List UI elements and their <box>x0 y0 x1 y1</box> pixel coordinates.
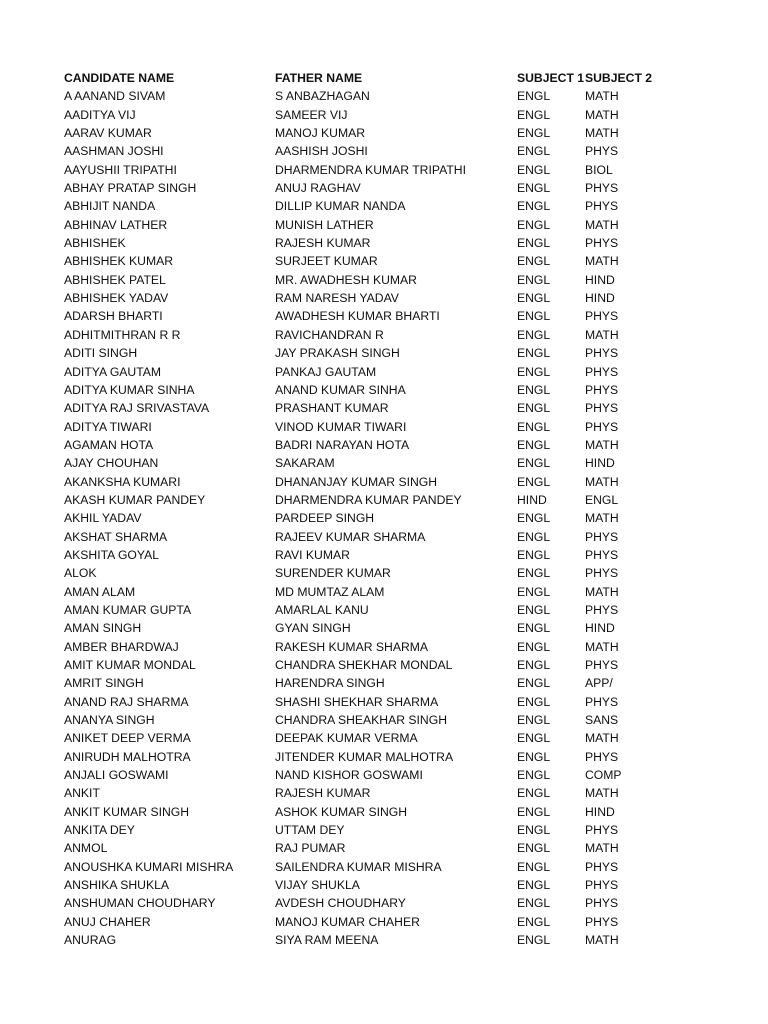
subject-1-cell: ENGL <box>517 694 551 709</box>
candidate-name-cell: ADHITMITHRAN R R <box>64 327 181 342</box>
subject-1-cell: ENGL <box>517 401 551 416</box>
candidate-name-cell: ANKITA DEY <box>64 823 135 838</box>
father-name-cell: RAJESH KUMAR <box>275 236 371 251</box>
candidate-name-cell: ADITYA RAJ SRIVASTAVA <box>64 401 210 416</box>
father-name-cell: SAILENDRA KUMAR MISHRA <box>275 859 442 874</box>
table-row <box>64 509 704 527</box>
table-row <box>64 271 704 289</box>
father-name-cell: RAJEEV KUMAR SHARMA <box>275 529 426 544</box>
father-name-cell: UTTAM DEY <box>275 823 345 838</box>
subject-2-cell: PHYS <box>585 602 619 617</box>
subject-1-cell: ENGL <box>517 602 551 617</box>
table-row <box>64 619 704 637</box>
candidate-name-cell: AMBER BHARDWAJ <box>64 639 179 654</box>
father-name-cell: MD MUMTAZ ALAM <box>275 584 385 599</box>
father-name-cell: AWADHESH KUMAR BHARTI <box>275 309 440 324</box>
table-row <box>64 528 704 546</box>
table-row <box>64 693 704 711</box>
table-row <box>64 179 704 197</box>
candidate-name-cell: AKASH KUMAR PANDEY <box>64 492 206 507</box>
subject-1-cell: ENGL <box>517 272 551 287</box>
table-row <box>64 748 704 766</box>
table-row <box>64 289 704 307</box>
subject-1-cell: ENGL <box>517 786 551 801</box>
subject-1-cell: ENGL <box>517 566 551 581</box>
subject-2-cell: PHYS <box>585 529 619 544</box>
father-name-cell: RAJESH KUMAR <box>275 786 371 801</box>
father-name-cell: MUNISH LATHER <box>275 217 374 232</box>
subject-2-cell: PHYS <box>585 658 619 672</box>
subject-1-cell: ENGL <box>517 236 551 251</box>
subject-2-cell: COMP <box>585 768 622 783</box>
subject-1-cell: ENGL <box>517 768 551 783</box>
subject-2-cell: PHYS <box>585 419 619 434</box>
candidate-name-cell: ANIRUDH MALHOTRA <box>64 749 191 764</box>
candidate-name-cell: ABHISHEK YADAV <box>64 291 169 306</box>
subject-2-cell: MATH <box>585 89 619 104</box>
father-name-cell: SURENDER KUMAR <box>275 566 391 581</box>
father-name-cell: NAND KISHOR GOSWAMI <box>275 768 423 783</box>
father-name-cell: CHANDRA SHEAKHAR SINGH <box>275 713 448 728</box>
father-name-cell: RAVI KUMAR <box>275 547 350 562</box>
table-row <box>64 106 704 124</box>
subject-1-cell: ENGL <box>517 346 551 361</box>
father-name-cell: VIJAY SHUKLA <box>275 878 360 893</box>
candidate-name-cell: ABHAY PRATAP SINGH <box>64 181 197 196</box>
candidate-name-cell: ANOUSHKA KUMARI MISHRA <box>64 859 234 874</box>
subject-1-cell: ENGL <box>517 731 551 746</box>
subject-1-cell: ENGL <box>517 456 551 471</box>
candidate-name-cell: AMAN ALAM <box>64 584 136 599</box>
candidate-name-cell: ADITYA KUMAR SINHA <box>64 382 195 397</box>
candidate-name-cell: ALOK <box>64 566 97 581</box>
table-row <box>64 729 704 747</box>
subject-2-cell: PHYS <box>585 236 619 251</box>
subject-2-cell: MATH <box>585 786 619 801</box>
table-row <box>64 638 704 656</box>
table-row <box>64 418 704 436</box>
subject-2-cell: MATH <box>585 639 619 654</box>
candidate-name-cell: AASHMAN JOSHI <box>64 144 164 159</box>
father-name-cell: AVDESH CHOUDHARY <box>275 896 406 911</box>
subject-1-cell: ENGL <box>517 419 551 434</box>
candidate-name-cell: AARAV KUMAR <box>64 126 152 141</box>
subject-1-cell: ENGL <box>517 658 551 672</box>
father-name-cell: MANOJ KUMAR CHAHER <box>275 914 420 929</box>
subject-1-cell: ENGL <box>517 547 551 562</box>
candidate-name-cell: AADITYA VIJ <box>64 107 136 122</box>
candidate-name-cell: ANKIT <box>64 786 100 801</box>
table-row <box>64 473 704 491</box>
father-name-cell: DHANANJAY KUMAR SINGH <box>275 474 438 489</box>
subject-1-cell: ENGL <box>517 859 551 874</box>
subject-2-cell: SANS <box>585 713 619 728</box>
table-row <box>64 161 704 179</box>
table-row <box>64 894 704 912</box>
table-row <box>64 674 704 692</box>
subject-1-cell: ENGL <box>517 309 551 324</box>
subject-2-cell: MATH <box>585 841 619 856</box>
subject-1-cell: ENGL <box>517 639 551 654</box>
candidate-name-cell: ANSHIKA SHUKLA <box>64 878 169 893</box>
subject-1-cell: ENGL <box>517 933 551 948</box>
candidate-name-cell: AMIT KUMAR MONDAL <box>64 658 196 672</box>
candidate-name-cell: ABHISHEK KUMAR <box>64 254 174 269</box>
subject-2-cell: BIOL <box>585 162 613 177</box>
table-row <box>64 656 704 674</box>
table-row <box>64 546 704 564</box>
father-name-cell: SIYA RAM MEENA <box>275 933 379 948</box>
subject-2-cell: PHYS <box>585 547 619 562</box>
father-name-cell: JITENDER KUMAR MALHOTRA <box>275 749 454 764</box>
header-subject-2: SUBJECT 2 <box>585 71 653 85</box>
table-row <box>64 766 704 784</box>
table-row <box>64 821 704 839</box>
father-name-cell: PRASHANT KUMAR <box>275 401 389 416</box>
table-row <box>64 858 704 876</box>
father-name-cell: AASHISH JOSHI <box>275 144 368 159</box>
table-row <box>64 839 704 857</box>
table-row <box>64 399 704 417</box>
subject-1-cell: ENGL <box>517 676 551 691</box>
father-name-cell: BADRI NARAYAN HOTA <box>275 437 410 452</box>
father-name-cell: ANAND KUMAR SINHA <box>275 382 406 397</box>
subject-1-cell: ENGL <box>517 529 551 544</box>
subject-1-cell: ENGL <box>517 162 551 177</box>
candidate-name-cell: AKSHAT SHARMA <box>64 529 168 544</box>
father-name-cell: PARDEEP SINGH <box>275 511 375 526</box>
subject-2-cell: PHYS <box>585 896 619 911</box>
table-row <box>64 931 704 949</box>
father-name-cell: DHARMENDRA KUMAR PANDEY <box>275 492 462 507</box>
table-row <box>64 124 704 142</box>
subject-2-cell: PHYS <box>585 181 619 196</box>
subject-2-cell: HIND <box>585 272 615 287</box>
table-row <box>64 142 704 160</box>
candidate-name-cell: ADITYA GAUTAM <box>64 364 162 379</box>
candidate-name-cell: AJAY CHOUHAN <box>64 456 159 471</box>
subject-1-cell: ENGL <box>517 713 551 728</box>
subject-1-cell: ENGL <box>517 144 551 159</box>
subject-2-cell: PHYS <box>585 859 619 874</box>
candidate-name-cell: ANKIT KUMAR SINGH <box>64 804 190 819</box>
subject-2-cell: MATH <box>585 254 619 269</box>
father-name-cell: S ANBAZHAGAN <box>275 89 370 104</box>
subject-2-cell: MATH <box>585 126 619 141</box>
subject-1-cell: ENGL <box>517 749 551 764</box>
father-name-cell: DHARMENDRA KUMAR TRIPATHI <box>275 162 466 177</box>
father-name-cell: RAJ PUMAR <box>275 841 346 856</box>
header-candidate-name: CANDIDATE NAME <box>64 71 175 85</box>
subject-2-cell: MATH <box>585 584 619 599</box>
table-row <box>64 913 704 931</box>
candidate-table <box>64 69 704 950</box>
subject-1-cell: ENGL <box>517 199 551 214</box>
candidate-name-cell: ANSHUMAN CHOUDHARY <box>64 896 216 911</box>
subject-1-cell: ENGL <box>517 382 551 397</box>
table-row <box>64 344 704 362</box>
subject-2-cell: ENGL <box>585 492 619 507</box>
subject-2-cell: PHYS <box>585 914 619 929</box>
candidate-name-cell: A AANAND SIVAM <box>64 89 166 104</box>
subject-2-cell: PHYS <box>585 309 619 324</box>
subject-1-cell: ENGL <box>517 327 551 342</box>
subject-2-cell: HIND <box>585 804 615 819</box>
candidate-name-cell: ADITYA TIWARI <box>64 419 152 434</box>
candidate-name-cell: ANIKET DEEP VERMA <box>64 731 191 746</box>
table-row <box>64 803 704 821</box>
header-father-name: FATHER NAME <box>275 71 363 85</box>
subject-2-cell: MATH <box>585 511 619 526</box>
subject-2-cell: PHYS <box>585 823 619 838</box>
table-row <box>64 436 704 454</box>
table-row <box>64 454 704 472</box>
subject-1-cell: ENGL <box>517 841 551 856</box>
candidate-name-cell: ANAND RAJ SHARMA <box>64 694 189 709</box>
table-row <box>64 564 704 582</box>
candidate-name-cell: ADITI SINGH <box>64 346 138 361</box>
subject-2-cell: MATH <box>585 731 619 746</box>
candidate-name-cell: AMAN SINGH <box>64 621 142 636</box>
candidate-name-cell: ABHIJIT NANDA <box>64 199 156 214</box>
candidate-name-cell: ABHISHEK <box>64 236 126 251</box>
table-row <box>64 711 704 729</box>
candidate-name-cell: ABHINAV LATHER <box>64 217 168 232</box>
table-row <box>64 784 704 802</box>
subject-1-cell: ENGL <box>517 89 551 104</box>
father-name-cell: HARENDRA SINGH <box>275 676 385 691</box>
candidate-name-cell: ADARSH BHARTI <box>64 309 163 324</box>
candidate-name-cell: AAYUSHII TRIPATHI <box>64 162 177 177</box>
subject-2-cell: PHYS <box>585 199 619 214</box>
subject-2-cell: HIND <box>585 291 615 306</box>
subject-2-cell: PHYS <box>585 346 619 361</box>
table-body <box>64 87 704 949</box>
father-name-cell: GYAN SINGH <box>275 621 351 636</box>
candidate-name-cell: ANMOL <box>64 841 108 856</box>
candidate-name-cell: ANANYA SINGH <box>64 713 155 728</box>
subject-1-cell: ENGL <box>517 914 551 929</box>
father-name-cell: ASHOK KUMAR SINGH <box>275 804 408 819</box>
subject-2-cell: PHYS <box>585 566 619 581</box>
father-name-cell: DILLIP KUMAR NANDA <box>275 199 406 214</box>
subject-1-cell: ENGL <box>517 364 551 379</box>
subject-1-cell: ENGL <box>517 291 551 306</box>
table-row <box>64 876 704 894</box>
subject-1-cell: ENGL <box>517 511 551 526</box>
subject-1-cell: ENGL <box>517 181 551 196</box>
candidate-name-cell: AMAN KUMAR GUPTA <box>64 602 192 617</box>
table-row <box>64 363 704 381</box>
subject-1-cell: ENGL <box>517 823 551 838</box>
candidate-name-cell: ANUJ CHAHER <box>64 914 151 929</box>
father-name-cell: MANOJ KUMAR <box>275 126 366 141</box>
subject-2-cell: PHYS <box>585 144 619 159</box>
subject-2-cell: PHYS <box>585 401 619 416</box>
subject-2-cell: MATH <box>585 437 619 452</box>
table-row <box>64 583 704 601</box>
father-name-cell: SAKARAM <box>275 456 335 471</box>
subject-2-cell: PHYS <box>585 382 619 397</box>
father-name-cell: JAY PRAKASH SINGH <box>275 346 400 361</box>
father-name-cell: SHASHI SHEKHAR SHARMA <box>275 694 439 709</box>
subject-2-cell: HIND <box>585 621 615 636</box>
father-name-cell: MR. AWADHESH KUMAR <box>275 272 417 287</box>
subject-1-cell: HIND <box>517 492 547 507</box>
subject-1-cell: ENGL <box>517 126 551 141</box>
table-row <box>64 252 704 270</box>
subject-2-cell: MATH <box>585 107 619 122</box>
father-name-cell: RAKESH KUMAR SHARMA <box>275 639 429 654</box>
father-name-cell: SAMEER VIJ <box>275 107 348 122</box>
father-name-cell: CHANDRA SHEKHAR MONDAL <box>275 658 453 672</box>
father-name-cell: RAVICHANDRAN R <box>275 327 384 342</box>
table-row <box>64 234 704 252</box>
subject-2-cell: HIND <box>585 456 615 471</box>
subject-1-cell: ENGL <box>517 107 551 122</box>
subject-1-cell: ENGL <box>517 896 551 911</box>
candidate-name-cell: ANJALI GOSWAMI <box>64 768 169 783</box>
table-row <box>64 307 704 325</box>
table-header-row <box>64 69 704 87</box>
father-name-cell: ANUJ RAGHAV <box>275 181 361 196</box>
subject-1-cell: ENGL <box>517 878 551 893</box>
subject-2-cell: MATH <box>585 474 619 489</box>
subject-2-cell: PHYS <box>585 878 619 893</box>
table-row <box>64 381 704 399</box>
header-subject-1: SUBJECT 1 <box>517 71 585 85</box>
father-name-cell: AMARLAL KANU <box>275 602 369 617</box>
candidate-name-cell: AMRIT SINGH <box>64 676 144 691</box>
table-row <box>64 197 704 215</box>
table-row <box>64 326 704 344</box>
subject-1-cell: ENGL <box>517 217 551 232</box>
table-row <box>64 216 704 234</box>
candidate-name-cell: ABHISHEK PATEL <box>64 272 166 287</box>
subject-2-cell: MATH <box>585 217 619 232</box>
subject-1-cell: ENGL <box>517 804 551 819</box>
table-row <box>64 601 704 619</box>
subject-2-cell: MATH <box>585 327 619 342</box>
subject-2-cell: MATH <box>585 933 619 948</box>
father-name-cell: SURJEET KUMAR <box>275 254 378 269</box>
table-row <box>64 491 704 509</box>
father-name-cell: VINOD KUMAR TIWARI <box>275 419 407 434</box>
father-name-cell: PANKAJ GAUTAM <box>275 364 377 379</box>
subject-1-cell: ENGL <box>517 437 551 452</box>
candidate-name-cell: AKSHITA GOYAL <box>64 547 160 562</box>
father-name-cell: RAM NARESH YADAV <box>275 291 399 306</box>
subject-2-cell: PHYS <box>585 694 619 709</box>
father-name-cell: DEEPAK KUMAR VERMA <box>275 731 418 746</box>
candidate-name-cell: ANURAG <box>64 933 117 948</box>
subject-2-cell: APP/ <box>585 676 613 691</box>
candidate-name-cell: AGAMAN HOTA <box>64 437 154 452</box>
subject-1-cell: ENGL <box>517 254 551 269</box>
subject-2-cell: PHYS <box>585 749 619 764</box>
subject-1-cell: ENGL <box>517 584 551 599</box>
subject-1-cell: ENGL <box>517 474 551 489</box>
candidate-name-cell: AKHIL YADAV <box>64 511 142 526</box>
table-row <box>64 87 704 105</box>
subject-1-cell: ENGL <box>517 621 551 636</box>
subject-2-cell: PHYS <box>585 364 619 379</box>
candidate-name-cell: AKANKSHA KUMARI <box>64 474 181 489</box>
